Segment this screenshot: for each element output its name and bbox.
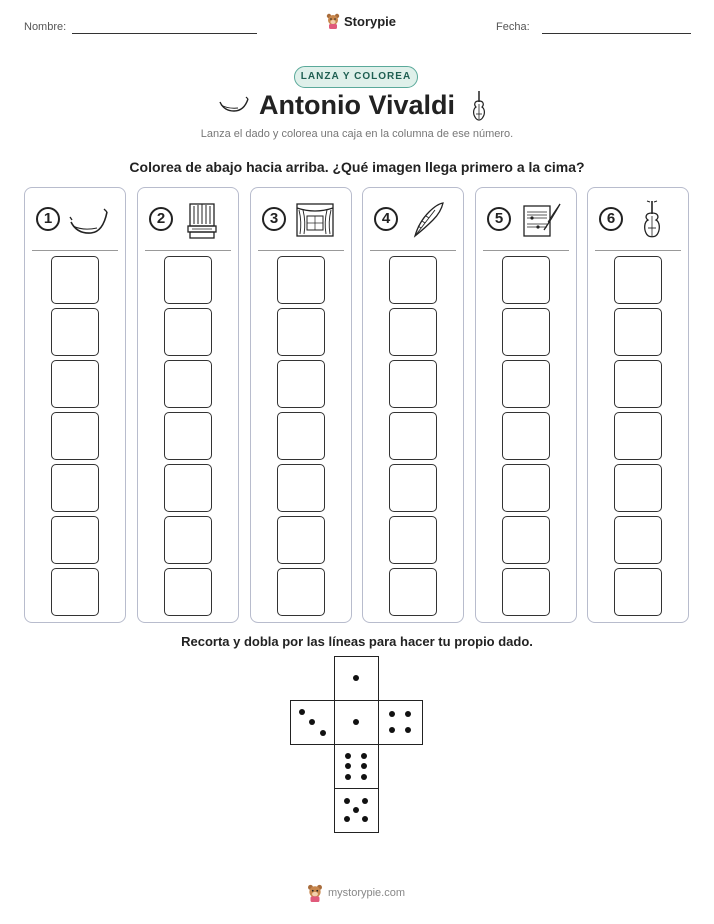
color-box[interactable] xyxy=(614,412,662,460)
color-box[interactable] xyxy=(389,568,437,616)
color-box[interactable] xyxy=(51,412,99,460)
color-box[interactable] xyxy=(502,516,550,564)
dice-pip xyxy=(389,727,395,733)
date-label: Fecha: xyxy=(496,21,530,33)
bear-logo-icon xyxy=(326,13,340,29)
activity-badge: LANZA Y COLOREA xyxy=(294,66,418,88)
color-box[interactable] xyxy=(502,464,550,512)
color-box[interactable] xyxy=(389,464,437,512)
color-box[interactable] xyxy=(502,412,550,460)
name-line[interactable] xyxy=(72,33,257,34)
dice-face-1 xyxy=(334,700,379,745)
color-box[interactable] xyxy=(277,256,325,304)
dice-pip xyxy=(345,753,351,759)
color-box[interactable] xyxy=(502,568,550,616)
column-divider xyxy=(370,250,456,251)
dice-pip xyxy=(405,711,411,717)
color-box[interactable] xyxy=(389,412,437,460)
column-3 xyxy=(250,187,352,623)
color-box[interactable] xyxy=(389,256,437,304)
color-box[interactable] xyxy=(164,516,212,564)
column-number: 1 xyxy=(36,207,60,231)
color-box[interactable] xyxy=(277,308,325,356)
column-divider xyxy=(32,250,118,251)
bear-footer-icon xyxy=(307,884,323,902)
violin-icon xyxy=(630,200,674,240)
color-box[interactable] xyxy=(164,256,212,304)
theater-stage-icon xyxy=(293,200,337,240)
color-box[interactable] xyxy=(164,568,212,616)
color-box[interactable] xyxy=(614,516,662,564)
dice-pip xyxy=(362,798,368,804)
dice-pip xyxy=(309,719,315,725)
column-4 xyxy=(362,187,464,623)
dice-pip xyxy=(353,675,359,681)
column-divider xyxy=(595,250,681,251)
dice-pip xyxy=(405,727,411,733)
color-box[interactable] xyxy=(614,568,662,616)
color-box[interactable] xyxy=(164,360,212,408)
date-line[interactable] xyxy=(542,33,691,34)
dice-pip xyxy=(361,774,367,780)
column-6 xyxy=(587,187,689,623)
column-divider xyxy=(258,250,344,251)
color-box[interactable] xyxy=(51,308,99,356)
dice-pip xyxy=(353,807,359,813)
dice-pip xyxy=(344,798,350,804)
column-divider xyxy=(145,250,231,251)
color-box[interactable] xyxy=(164,412,212,460)
sheet-music-icon xyxy=(518,200,562,240)
dice-pip xyxy=(345,763,351,769)
dice-pip xyxy=(345,774,351,780)
color-box[interactable] xyxy=(389,516,437,564)
footer-url[interactable]: mystorypie.com xyxy=(328,887,406,899)
dice-pip xyxy=(389,711,395,717)
page-title: Antonio Vivaldi xyxy=(258,90,455,120)
color-box[interactable] xyxy=(502,308,550,356)
dice-face-1 xyxy=(334,656,379,701)
dice-face-4 xyxy=(378,700,423,745)
instruction-text: Colorea de abajo hacia arriba. ¿Qué imagen llega primero a la cima? xyxy=(129,159,585,175)
name-label: Nombre: xyxy=(24,21,67,33)
pipe-organ-icon xyxy=(180,200,224,240)
dice-pip xyxy=(320,730,326,736)
color-box[interactable] xyxy=(51,568,99,616)
color-box[interactable] xyxy=(277,360,325,408)
quill-feather-icon xyxy=(405,200,449,240)
color-box[interactable] xyxy=(277,464,325,512)
column-number: 3 xyxy=(262,207,286,231)
color-box[interactable] xyxy=(614,256,662,304)
column-number: 6 xyxy=(599,207,623,231)
color-box[interactable] xyxy=(614,464,662,512)
column-5 xyxy=(475,187,577,623)
dice-pip xyxy=(361,763,367,769)
column-number: 2 xyxy=(149,207,173,231)
color-box[interactable] xyxy=(51,256,99,304)
dice-pip xyxy=(353,719,359,725)
column-number: 5 xyxy=(487,207,511,231)
column-number: 4 xyxy=(374,207,398,231)
color-box[interactable] xyxy=(164,464,212,512)
color-box[interactable] xyxy=(614,360,662,408)
color-box[interactable] xyxy=(277,516,325,564)
dice-pip xyxy=(299,709,305,715)
color-box[interactable] xyxy=(502,256,550,304)
dice-pip xyxy=(362,816,368,822)
color-box[interactable] xyxy=(277,568,325,616)
color-box[interactable] xyxy=(389,360,437,408)
color-box[interactable] xyxy=(502,360,550,408)
dice-face-6 xyxy=(334,744,379,789)
brand-name: Storypie xyxy=(344,13,397,29)
footer xyxy=(307,884,405,902)
column-1 xyxy=(24,187,126,623)
color-box[interactable] xyxy=(164,308,212,356)
dice-face-5 xyxy=(334,788,379,833)
color-box[interactable] xyxy=(51,360,99,408)
gondola-icon xyxy=(67,200,111,240)
color-box[interactable] xyxy=(51,464,99,512)
color-box[interactable] xyxy=(277,412,325,460)
violin-title-icon xyxy=(470,90,488,124)
brand-logo xyxy=(326,13,396,29)
dice-instruction: Recorta y dobla por las líneas para hacer tu propio dado. xyxy=(181,634,533,649)
dice-pip xyxy=(344,816,350,822)
color-box[interactable] xyxy=(51,516,99,564)
color-box[interactable] xyxy=(614,308,662,356)
column-2 xyxy=(137,187,239,623)
column-divider xyxy=(483,250,569,251)
dice-face-3 xyxy=(290,700,335,745)
page-subtitle: Lanza el dado y colorea una caja en la columna de ese número. xyxy=(200,128,514,140)
dice-pip xyxy=(361,753,367,759)
color-box[interactable] xyxy=(389,308,437,356)
